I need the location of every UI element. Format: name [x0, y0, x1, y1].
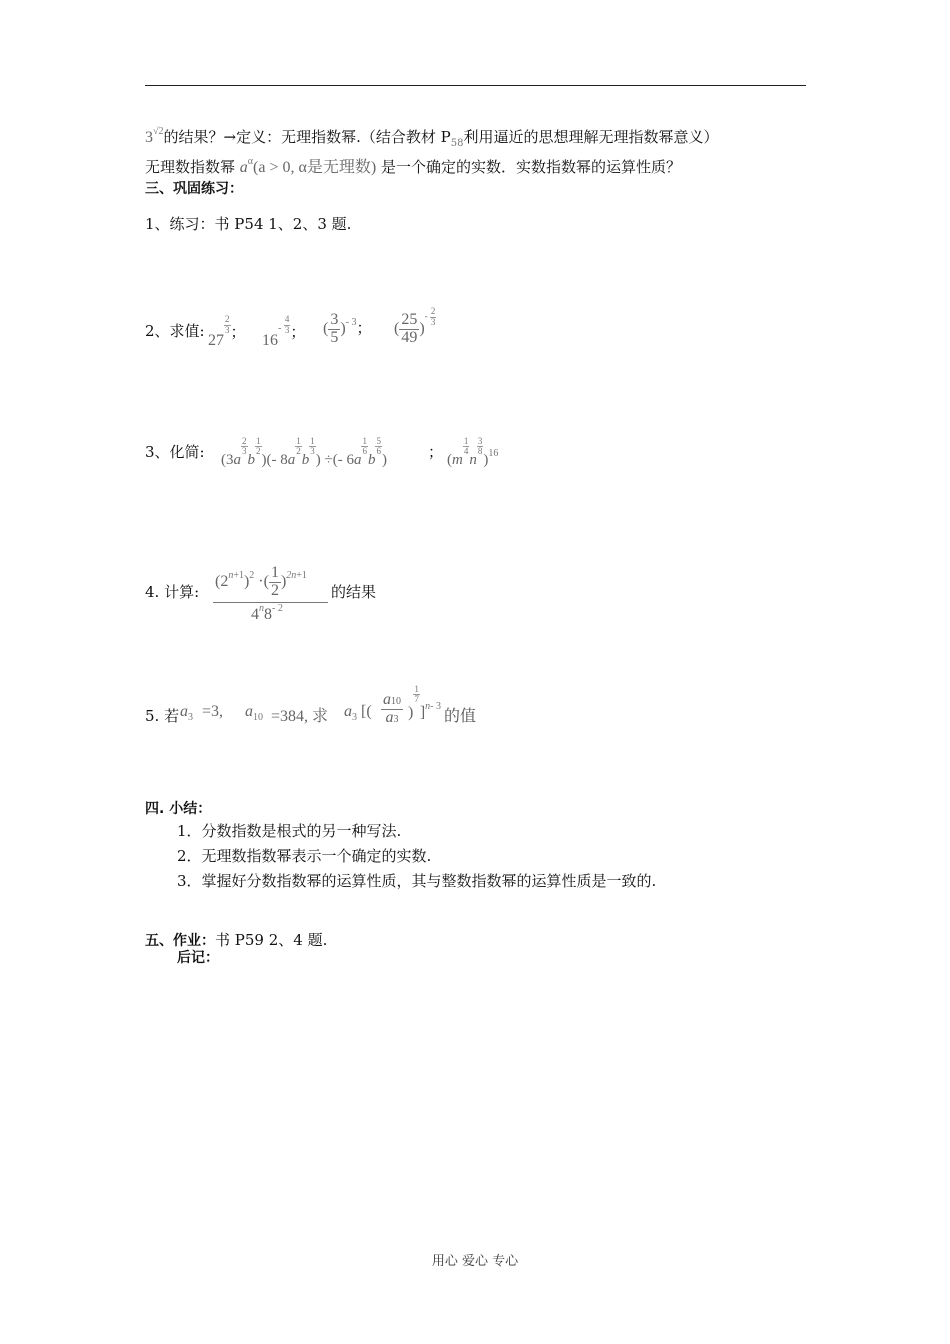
exercise-5-tail: 的值	[444, 706, 477, 725]
exercise-4-denominator: $4^n8^{- 2}$	[251, 603, 283, 623]
exercise-2-label: 2、求值:	[145, 322, 205, 340]
exercise-1: 1、练习：书 P54 1、2、3 题.	[145, 215, 352, 233]
section-3-title: 三、巩固练习：	[145, 181, 243, 197]
math-3-root2: $3^{√2}$	[145, 126, 164, 146]
exercise-4-numerator: $(2^{n+1})^2$ ·( $\frac{1}{2}$ )$^{2n+1}$	[215, 564, 307, 599]
math-a-alpha: $a^\alpha(a > 0$, α是无理数)	[239, 156, 377, 176]
summary-item-1: 1．分数指数是根式的另一种写法.	[177, 822, 402, 840]
exercise-5-label: 5. 若	[145, 707, 180, 725]
exercise-3-label: 3、化简:	[145, 443, 205, 461]
section-4-title: 四. 小结：	[145, 801, 212, 817]
exercise-2-term-1: 27 $\frac{2}{3}$ ；	[208, 314, 246, 349]
exercise-5-ratio: $\frac{a10}{a3}$	[383, 691, 401, 726]
exercise-2-term-4: ( $\frac{25}{49}$ )- $\frac{2}{3}$	[394, 306, 436, 346]
exercise-5-a3: $a_3$	[180, 703, 193, 723]
exercise-4-tail: 的结果	[331, 583, 377, 601]
exercise-2-term-3: ( $\frac{3}{5}$ )$^{- 3}$；	[323, 311, 372, 346]
exercise-4-label: 4. 计算:	[145, 583, 200, 601]
section-5	[145, 929, 327, 950]
summary-item-2: 2．无理数指数幂表示一个确定的实数.	[177, 847, 432, 865]
postscript-label: 后记：	[177, 950, 219, 966]
exercise-3-expression-1: (3a $\frac{2}{3}$ b $\frac{1}{2}$ )(- 8a $\frac{1}{2}$ b $\frac{1}{3}$ ) ÷(- 6a $\frac{1}{6}$ b $\frac{5}{6}$ )	[221, 436, 387, 469]
exercise-4-fraction-bar	[213, 602, 328, 603]
page-footer: 用心 爱心 专心	[431, 1254, 519, 1269]
exercise-2-term-2: 16- $\frac{4}{3}$ ；	[262, 314, 306, 349]
exercise-5-eq1: =3,	[202, 703, 224, 720]
exercise-5-eq2: =384, 求	[271, 708, 329, 725]
header-rule	[145, 85, 806, 86]
exercise-3-separator: ；	[428, 443, 444, 461]
homework-text: 书 P59 2、4 题.	[215, 931, 328, 949]
exercise-5-exponent: ) $\frac{1}{7}$ ]$_{n- 3}$	[408, 684, 441, 721]
exercise-3-expression-2: (m $\frac{1}{4}$ n $\frac{3}{8}$ )$_{16}$	[447, 436, 499, 469]
exercise-5-a10: $a_{10}$	[245, 703, 263, 723]
section-5-title: 五、作业：	[145, 933, 215, 949]
intro-line-2: 无理数指数幂 $a^\alpha(a > 0$, α是无理数) 是一个确定的实数．实数指数幂的运算性质？	[145, 156, 682, 176]
intro-line-1: $3^{√2}$的结果？→定义：无理指数幂.（结合教材 $P_{58}$利用逼近的思想理解无理指数幂意义）	[145, 126, 719, 149]
summary-item-3: 3．掌握好分数指数幂的运算性质，其与整数指数幂的运算性质是一致的.	[177, 872, 657, 890]
exercise-5-a3-term: $a_3$ [(	[344, 703, 372, 723]
